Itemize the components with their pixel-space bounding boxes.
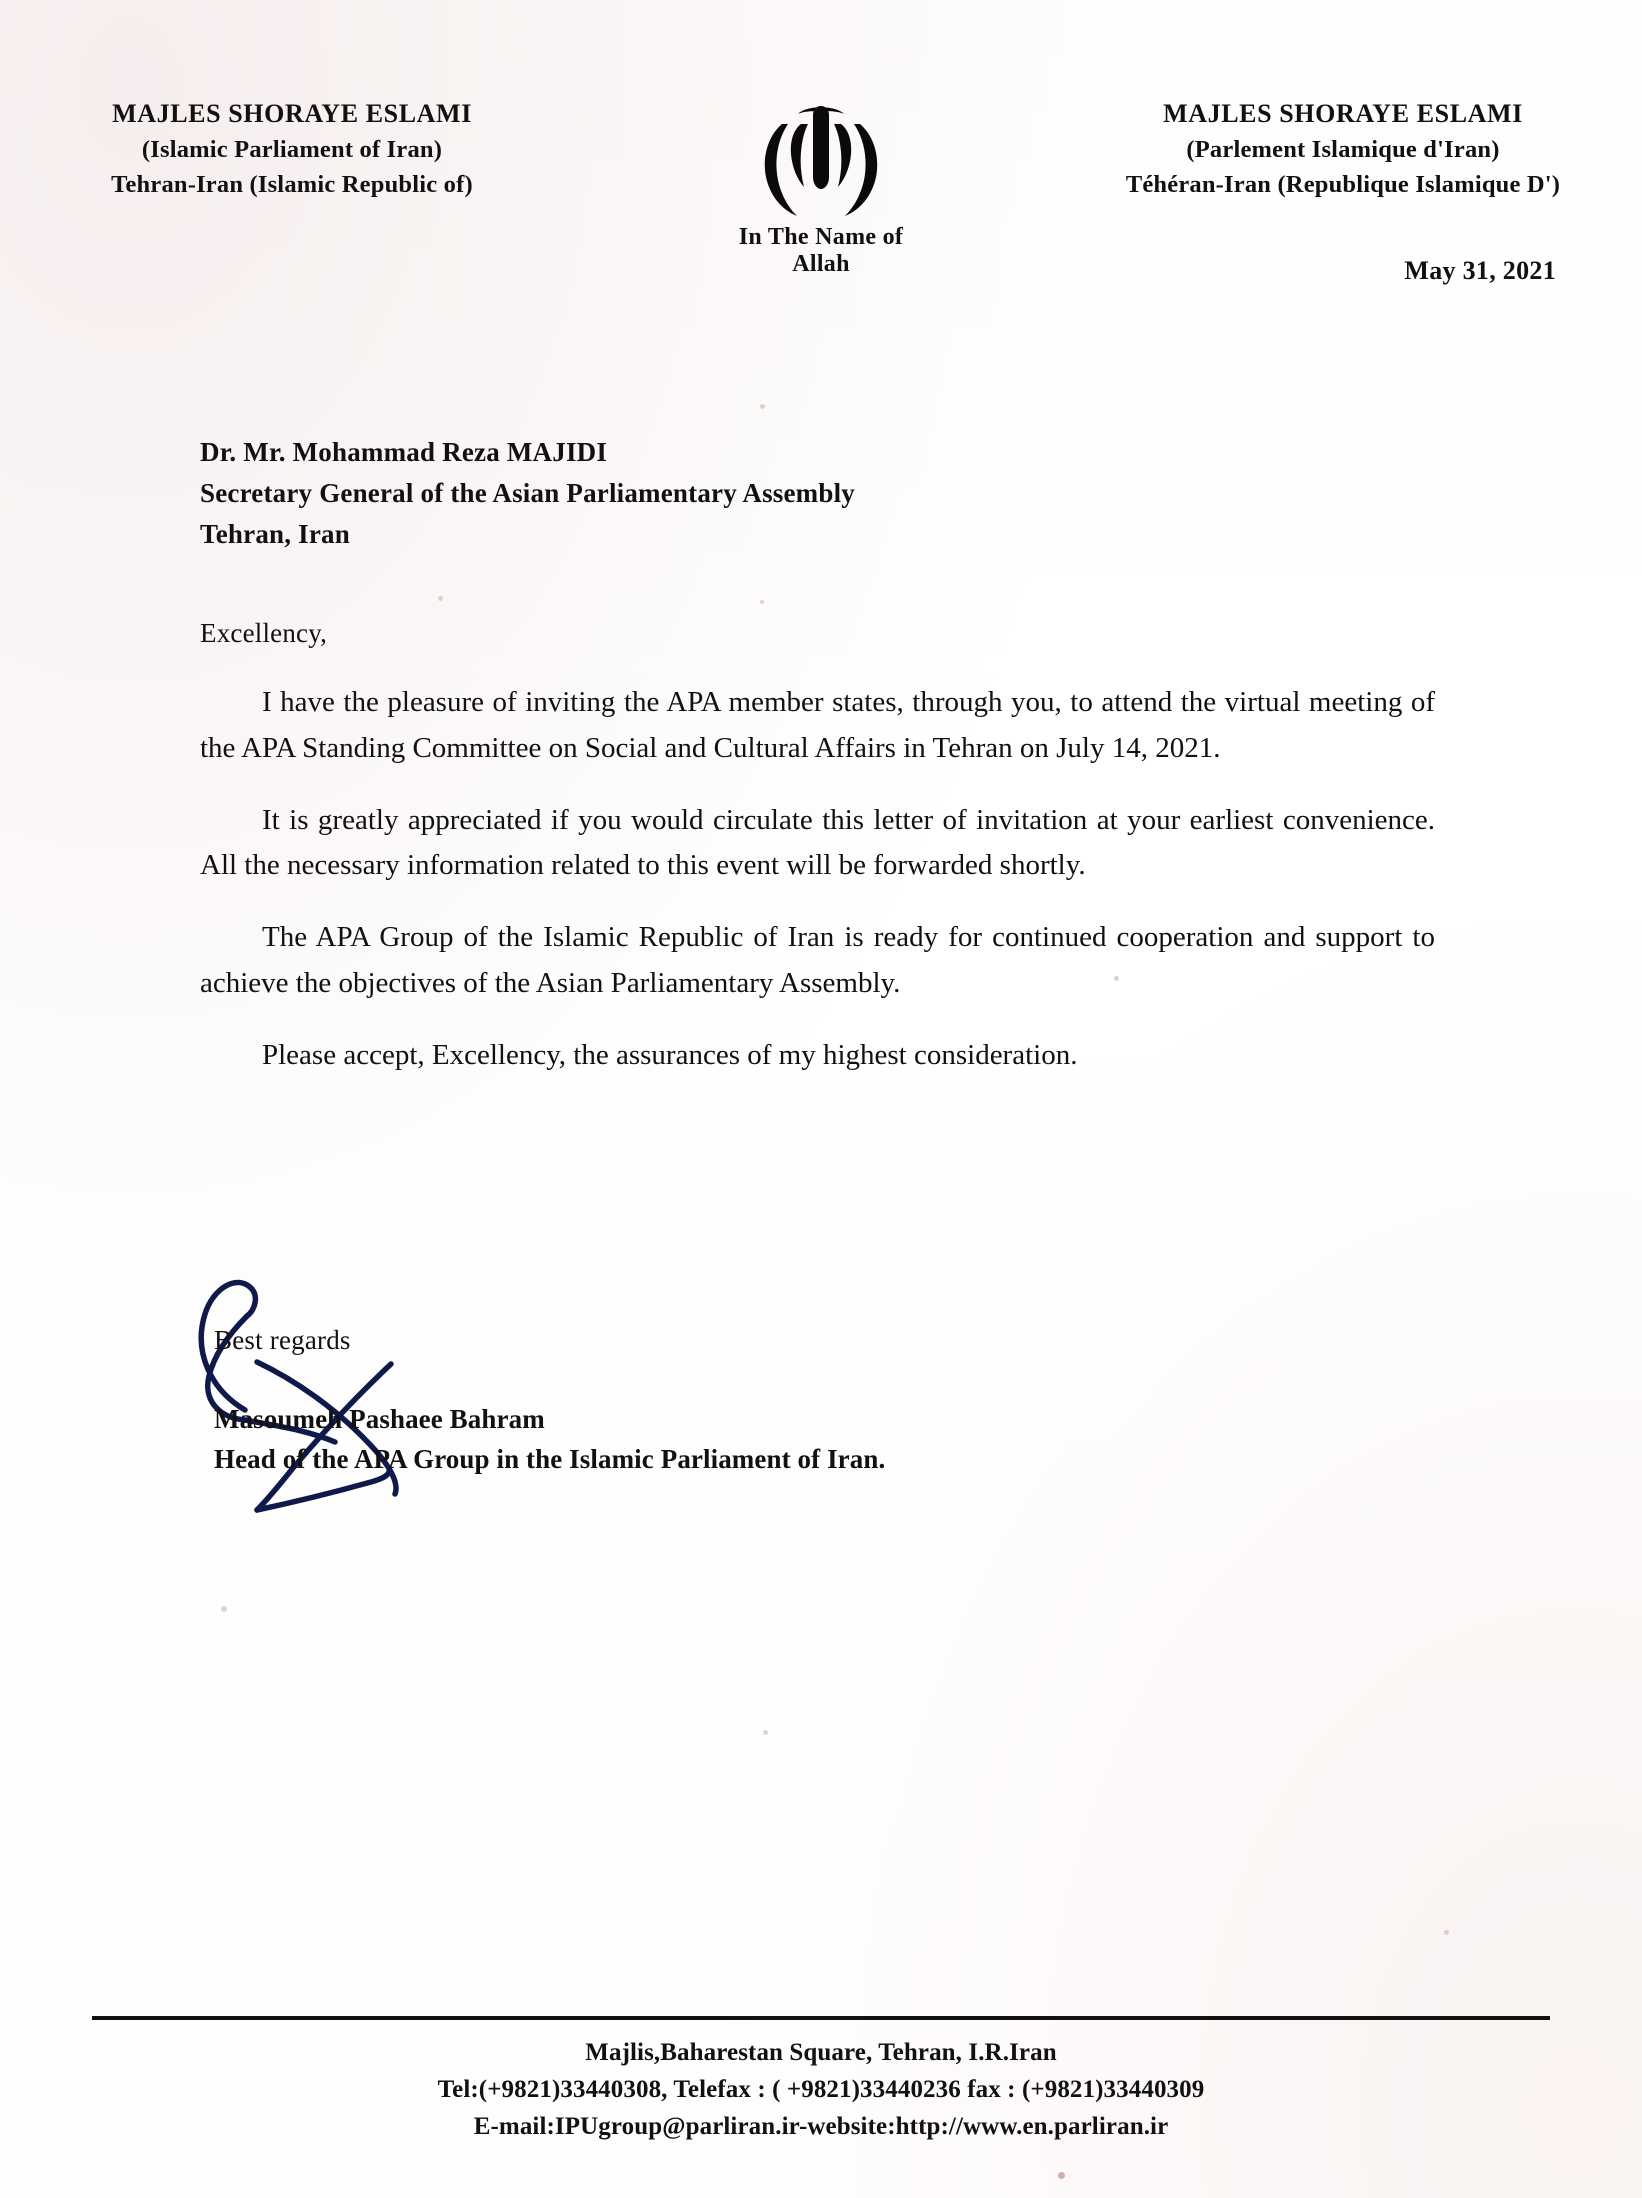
letterhead-right-subtitle: (Parlement Islamique d'Iran) — [1186, 135, 1500, 163]
scan-speck — [763, 1730, 768, 1735]
footer-email-website: E-mail:IPUgroup@parliran.ir-website:http://www.en.parliran.ir — [473, 2113, 1169, 2140]
addressee-name: Dr. Mr. Mohammad Reza MAJIDI — [200, 437, 608, 467]
salutation: Excellency, — [200, 618, 328, 648]
footer-block — [0, 2034, 1642, 2145]
scan-speck — [1444, 1930, 1449, 1935]
iran-emblem-icon — [716, 100, 926, 218]
body-paragraph-1: I have the pleasure of inviting the APA member states, through you, to attend the virtual meeting of the APA Standing Committee on Social and Cultural Affairs in Tehran on July 14, 2021. — [200, 686, 1435, 764]
letterhead-right-location: Téhéran-Iran (Republique Islamique D') — [1125, 170, 1561, 198]
letterhead-left — [42, 96, 542, 202]
signer-title: Head of the APA Group in the Islamic Parliament of Iran. — [214, 1443, 886, 1474]
letterhead-left-subtitle: (Islamic Parliament of Iran) — [141, 135, 443, 163]
letterhead-left-location: Tehran-Iran (Islamic Republic of) — [111, 170, 473, 198]
body-paragraph-2: It is greatly appreciated if you would circulate this letter of invitation at your earliest convenience. All the necessary information related to this event will be forwarded shortly. — [200, 803, 1435, 882]
signer-name: Masoumeh Pashaee Bahram — [214, 1404, 545, 1434]
letterhead-left-title: MAJLES SHORAYE ESLAMI — [112, 99, 472, 128]
body-paragraph-4: Please accept, Excellency, the assurances of my highest consideration. — [262, 1038, 1078, 1071]
addressee-location: Tehran, Iran — [200, 519, 350, 550]
scan-speck — [760, 600, 764, 604]
emblem-block — [716, 100, 926, 278]
scan-speck — [760, 404, 765, 409]
scan-speck — [221, 1606, 227, 1612]
letter-body — [200, 680, 1435, 1105]
letterhead-right — [1078, 96, 1608, 202]
handwritten-signature — [185, 1240, 605, 1540]
letterhead-right-title: MAJLES SHORAYE ESLAMI — [1163, 99, 1523, 128]
addressee-block — [200, 432, 855, 555]
body-paragraph-3: The APA Group of the Islamic Republic of Iran is ready for continued cooperation and support to achieve the objectives of the Asian Parliamentary Assembly. — [200, 921, 1435, 1000]
footer-divider — [92, 2016, 1550, 2020]
addressee-title: Secretary General of the Asian Parliamentary Assembly — [200, 478, 855, 509]
letter-date: May 31, 2021 — [1404, 256, 1556, 285]
signoff-text: Best regards — [214, 1325, 351, 1355]
basmala-text: In The Name of Allah — [738, 224, 904, 277]
footer-address: Majlis,Baharestan Square, Tehran, I.R.Iran — [585, 2039, 1057, 2066]
scan-speck — [438, 596, 443, 601]
footer-phone: Tel:(+9821)33440308, Telefax : ( +9821)33440236 fax : (+9821)33440309 — [437, 2076, 1205, 2103]
scan-speck — [1058, 2172, 1065, 2179]
signer-block — [214, 1400, 885, 1480]
